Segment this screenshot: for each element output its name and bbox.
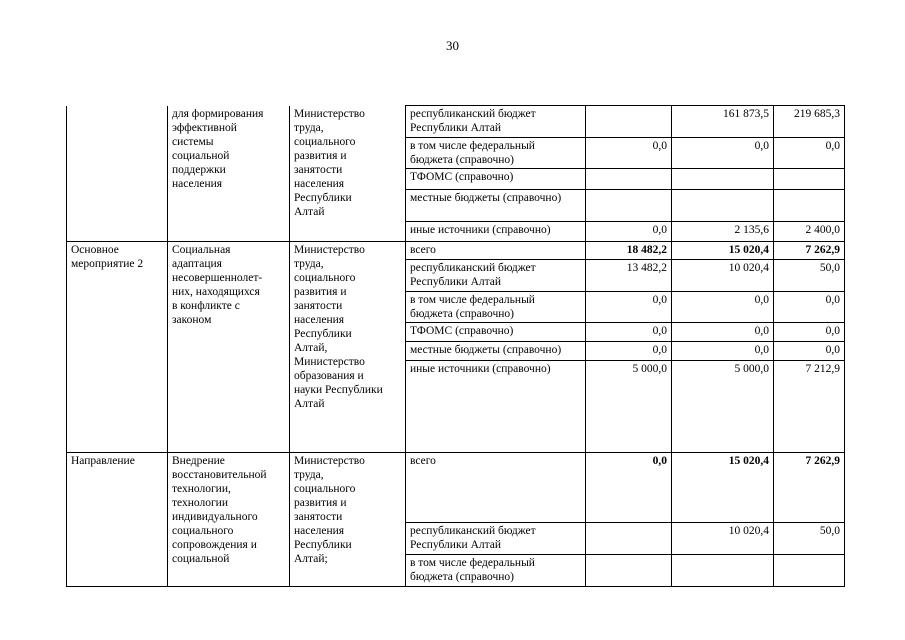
value-cell: 2 135,6 — [672, 222, 774, 242]
value-cell — [586, 169, 672, 190]
value-cell: 0,0 — [586, 453, 672, 523]
funding-source: республиканский бюджет Республики Алтай — [406, 106, 586, 138]
value-cell: 7 262,9 — [774, 242, 845, 260]
funding-source: в том числе федеральный бюджета (справочно) — [406, 138, 586, 169]
value-cell: 0,0 — [586, 323, 672, 342]
measure-description: Внедрение восстановительной технологии, технологии индивидуального социального сопровождения и социальной — [168, 453, 290, 587]
funding-source: иные источники (справочно) — [406, 361, 586, 453]
value-cell: 0,0 — [586, 138, 672, 169]
value-cell: 10 020,4 — [672, 523, 774, 555]
value-cell — [672, 555, 774, 587]
value-cell: 50,0 — [774, 260, 845, 292]
value-cell: 0,0 — [672, 323, 774, 342]
value-cell — [672, 190, 774, 222]
funding-source: республиканский бюджет Республики Алтай — [406, 260, 586, 292]
value-cell: 18 482,2 — [586, 242, 672, 260]
funding-source: местные бюджеты (справочно) — [406, 190, 586, 222]
value-cell: 5 000,0 — [586, 361, 672, 453]
value-cell: 15 020,4 — [672, 242, 774, 260]
budget-table — [66, 105, 845, 587]
value-cell: 7 262,9 — [774, 453, 845, 523]
value-cell — [586, 555, 672, 587]
value-cell: 0,0 — [672, 292, 774, 323]
funding-source: местные бюджеты (справочно) — [406, 342, 586, 361]
value-cell: 7 212,9 — [774, 361, 845, 453]
responsible-executor: Министерство труда, социального развития и занятости населения Республики Алтай, Министерство образования и науки Республики Алтай — [290, 242, 406, 453]
value-cell — [774, 190, 845, 222]
responsible-executor: Министерство труда, социального развития и занятости населения Республики Алтай — [290, 106, 406, 242]
value-cell: 0,0 — [774, 292, 845, 323]
value-cell: 219 685,3 — [774, 106, 845, 138]
value-cell: 0,0 — [672, 342, 774, 361]
measure-description: для формирования эффективной системы социальной поддержки населения — [168, 106, 290, 242]
value-cell: 13 482,2 — [586, 260, 672, 292]
value-cell — [672, 169, 774, 190]
page-number: 30 — [446, 38, 459, 53]
funding-source: республиканский бюджет Республики Алтай — [406, 523, 586, 555]
value-cell: 50,0 — [774, 523, 845, 555]
funding-source: всего — [406, 242, 586, 260]
measure-name: Основное мероприятие 2 — [67, 242, 168, 453]
value-cell: 15 020,4 — [672, 453, 774, 523]
value-cell: 0,0 — [774, 323, 845, 342]
value-cell: 2 400,0 — [774, 222, 845, 242]
funding-source: в том числе федеральный бюджета (справочно) — [406, 292, 586, 323]
value-cell: 161 873,5 — [672, 106, 774, 138]
value-cell — [774, 169, 845, 190]
value-cell — [586, 523, 672, 555]
value-cell: 10 020,4 — [672, 260, 774, 292]
value-cell: 0,0 — [774, 138, 845, 169]
value-cell — [774, 555, 845, 587]
value-cell: 0,0 — [586, 342, 672, 361]
responsible-executor: Министерство труда, социального развития и занятости населения Республики Алтай; — [290, 453, 406, 587]
funding-source: в том числе федеральный бюджета (справочно) — [406, 555, 586, 587]
value-cell: 0,0 — [586, 222, 672, 242]
measure-description: Социальная адаптация несовершеннолет- них, находящихся в конфликте с законом — [168, 242, 290, 453]
measure-name: Направление — [67, 453, 168, 587]
funding-source: иные источники (справочно) — [406, 222, 586, 242]
value-cell: 5 000,0 — [672, 361, 774, 453]
measure-name — [67, 106, 168, 242]
funding-source: всего — [406, 453, 586, 523]
value-cell — [586, 106, 672, 138]
value-cell: 0,0 — [672, 138, 774, 169]
funding-source: ТФОМС (справочно) — [406, 169, 586, 190]
value-cell: 0,0 — [774, 342, 845, 361]
funding-source: ТФОМС (справочно) — [406, 323, 586, 342]
value-cell — [586, 190, 672, 222]
value-cell: 0,0 — [586, 292, 672, 323]
